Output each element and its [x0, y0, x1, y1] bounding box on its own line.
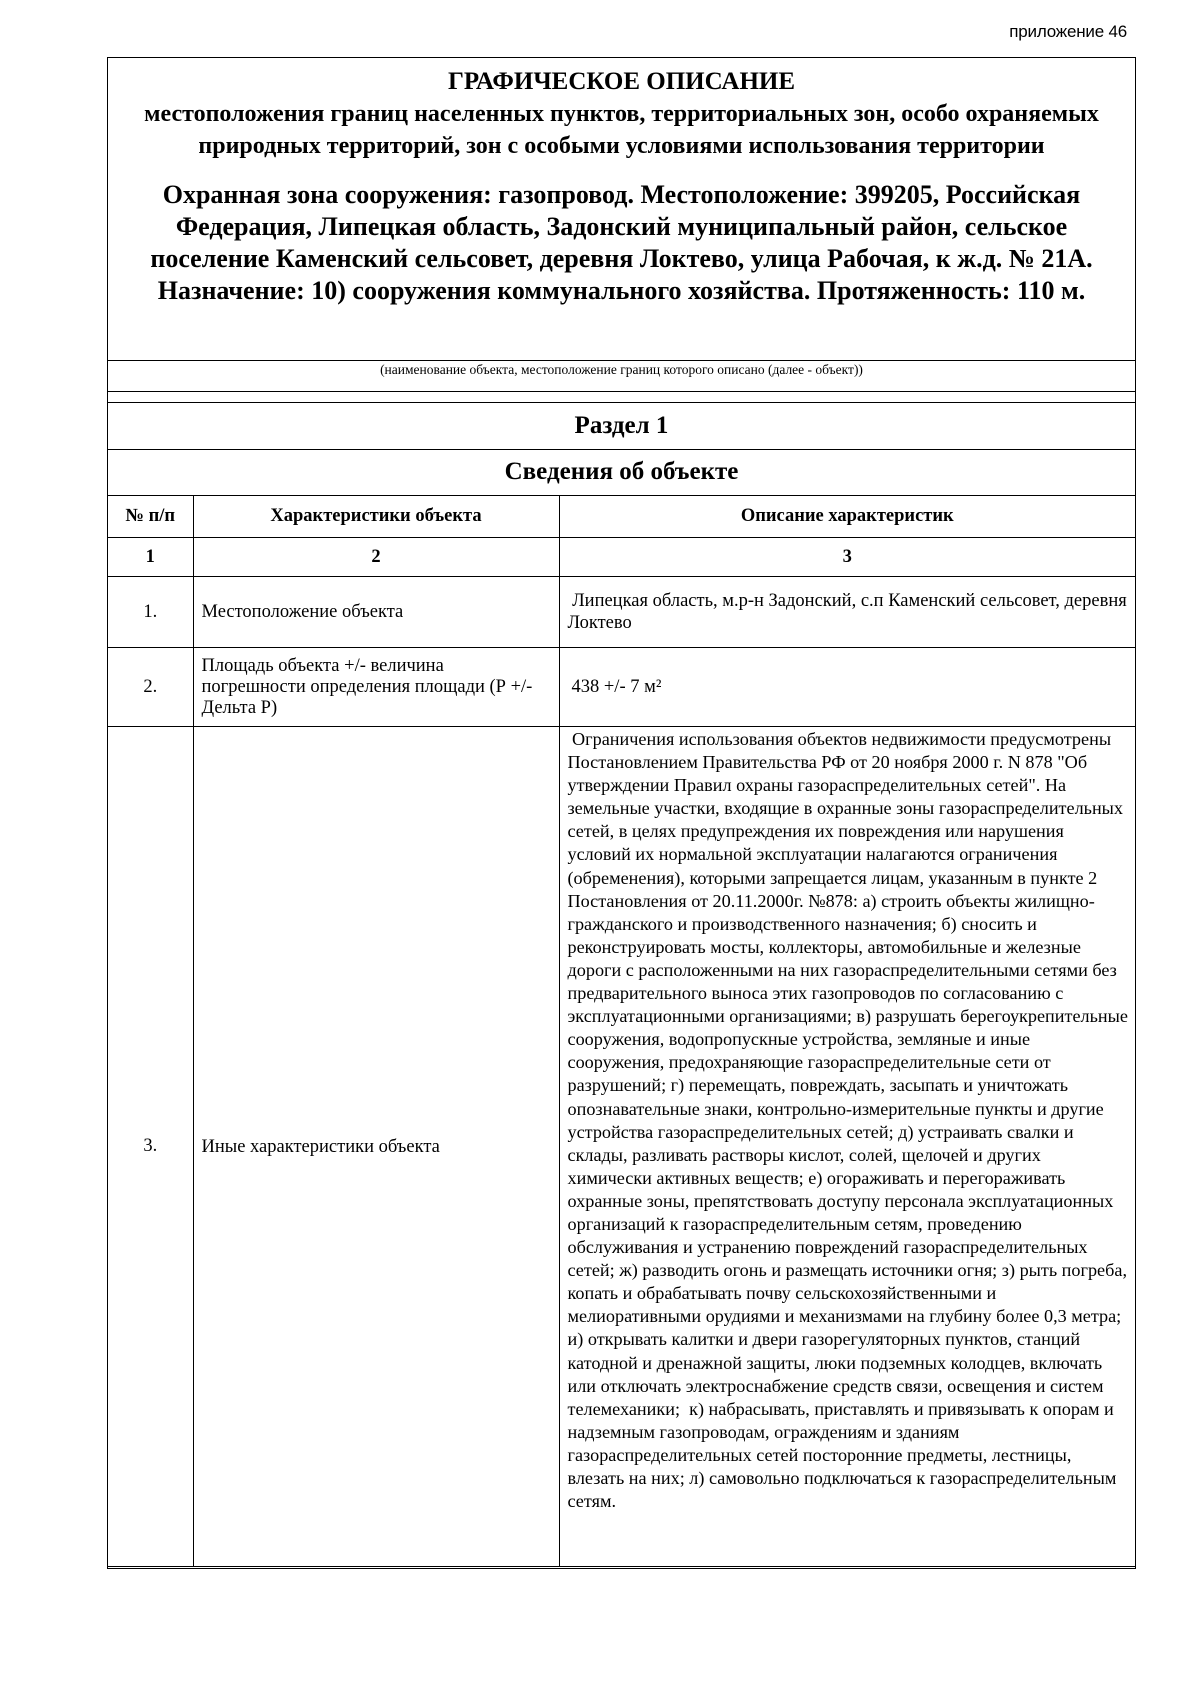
- row-description: Ограничения использования объектов недвижимости предусмотрены Постановлением Правительства РФ от 20 ноября 2000 г. N 878 "Об утверждении Правил охраны газораспределительных сетей". На земельные участки, входящие в охранные зоны газораспределительных сетей, в целях предупреждения их повреждения или нарушения условий их нормальной эксплуатации налагаются ограничения (обременения), которыми запрещается лицам, указанным в пункте 2 Постановления от 20.11.2000г. №878: а) строить объекты жилищно-гражданского и производственного назначения; б) сносить и реконструировать мосты, коллекторы, автомобильные и железные дороги с расположенными на них газораспределительными сетями без предварительного выноса этих газопроводов по согласованию с эксплуатационными организациями; в) разрушать берегоукрепительные сооружения, водопропускные устройства, земляные и иные сооружения, предохраняющие газораспределительные сети от разрушений; г) перемещать, повреждать, засыпать и уничтожать опознавательные знаки, контрольно-измерительные пункты и другие устройства газораспределительных сетей; д) устраивать свалки и склады, разливать растворы кислот, солей, щелочей и других химически активных веществ; е) огораживать и перегораживать охранные зоны, препятствовать доступу персонала эксплуатационных организаций к газораспределительным сетям, проведению обслуживания и устранению повреждений газораспределительных сетей; ж) разводить огонь и размещать источники огня; з) рыть погреба, копать и обрабатывать почву сельскохозяйственными и мелиоративными орудиями и механизмами на глубину более 0,3 метра; и) открывать калитки и двери газорегуляторных пунктов, станций катодной и дренажной защиты, люки подземных колодцев, включать или отключать электроснабжение средств связи, освещения и систем телемеханики; к) набрасывать, приставлять и привязывать к опорам и надземным газопроводам, ограждениям и зданиям газораспределительных сетей посторонние предметы, лестницы, влезать на них; л) самовольно подключаться к газораспределительным сетям.: [559, 727, 1135, 1567]
- object-info-table: [108, 495, 1135, 1567]
- row-description: 438 +/- 7 м²: [559, 648, 1135, 727]
- appendix-label: приложение 46: [1009, 22, 1127, 41]
- object-name: Охранная зона сооружения: газопровод. Местоположение: 399205, Российская Федерация, Липецкая область, Задонский муниципальный район, сельское поселение Каменский сельсовет, деревня Локтево, улица Рабочая, к ж.д. № 21А. Назначение: 10) сооружения коммунального хозяйства. Протяженность: 110 м.: [150, 180, 1093, 305]
- row-characteristic: Площадь объекта +/- величина погрешности определения площади (Р +/- Дельта Р): [193, 648, 559, 727]
- header-cell-characteristic: Характеристики объекта: [193, 496, 559, 538]
- row-number: 2.: [108, 648, 193, 727]
- column-number-2: 2: [193, 538, 559, 577]
- header-cell-number: № п/п: [108, 496, 193, 538]
- row-characteristic: Местоположение объекта: [193, 577, 559, 648]
- section-subtitle: Сведения об объекте: [108, 449, 1135, 495]
- column-number-3: 3: [559, 538, 1135, 577]
- column-number-row: [108, 538, 1135, 577]
- document-title: ГРАФИЧЕСКОЕ ОПИСАНИЕ: [447, 68, 796, 95]
- spacer-row: [108, 391, 1135, 402]
- header-cell-description: Описание характеристик: [559, 496, 1135, 538]
- row-description: Липецкая область, м.р-н Задонский, с.п Каменский сельсовет, деревня Локтево: [559, 577, 1135, 648]
- table-row: [108, 727, 1135, 1567]
- table-row: [108, 648, 1135, 727]
- row-characteristic: Иные характеристики объекта: [193, 727, 559, 1567]
- document-frame: [107, 57, 1136, 1569]
- row-number: 3.: [108, 727, 193, 1567]
- bottom-double-rule: [108, 1566, 1135, 1569]
- table-header-row: [108, 496, 1135, 538]
- header-block: [108, 58, 1135, 360]
- row-number: 1.: [108, 577, 193, 648]
- column-number-1: 1: [108, 538, 193, 577]
- section-title: Раздел 1: [108, 402, 1135, 449]
- table-row: [108, 577, 1135, 648]
- object-name-caption: (наименование объекта, местоположение границ которого описано (далее - объект)): [108, 360, 1135, 391]
- document-subtitle: местоположения границ населенных пунктов, территориальных зон, особо охраняемых природных территорий, зон с особыми условиями использования территории: [144, 101, 1099, 159]
